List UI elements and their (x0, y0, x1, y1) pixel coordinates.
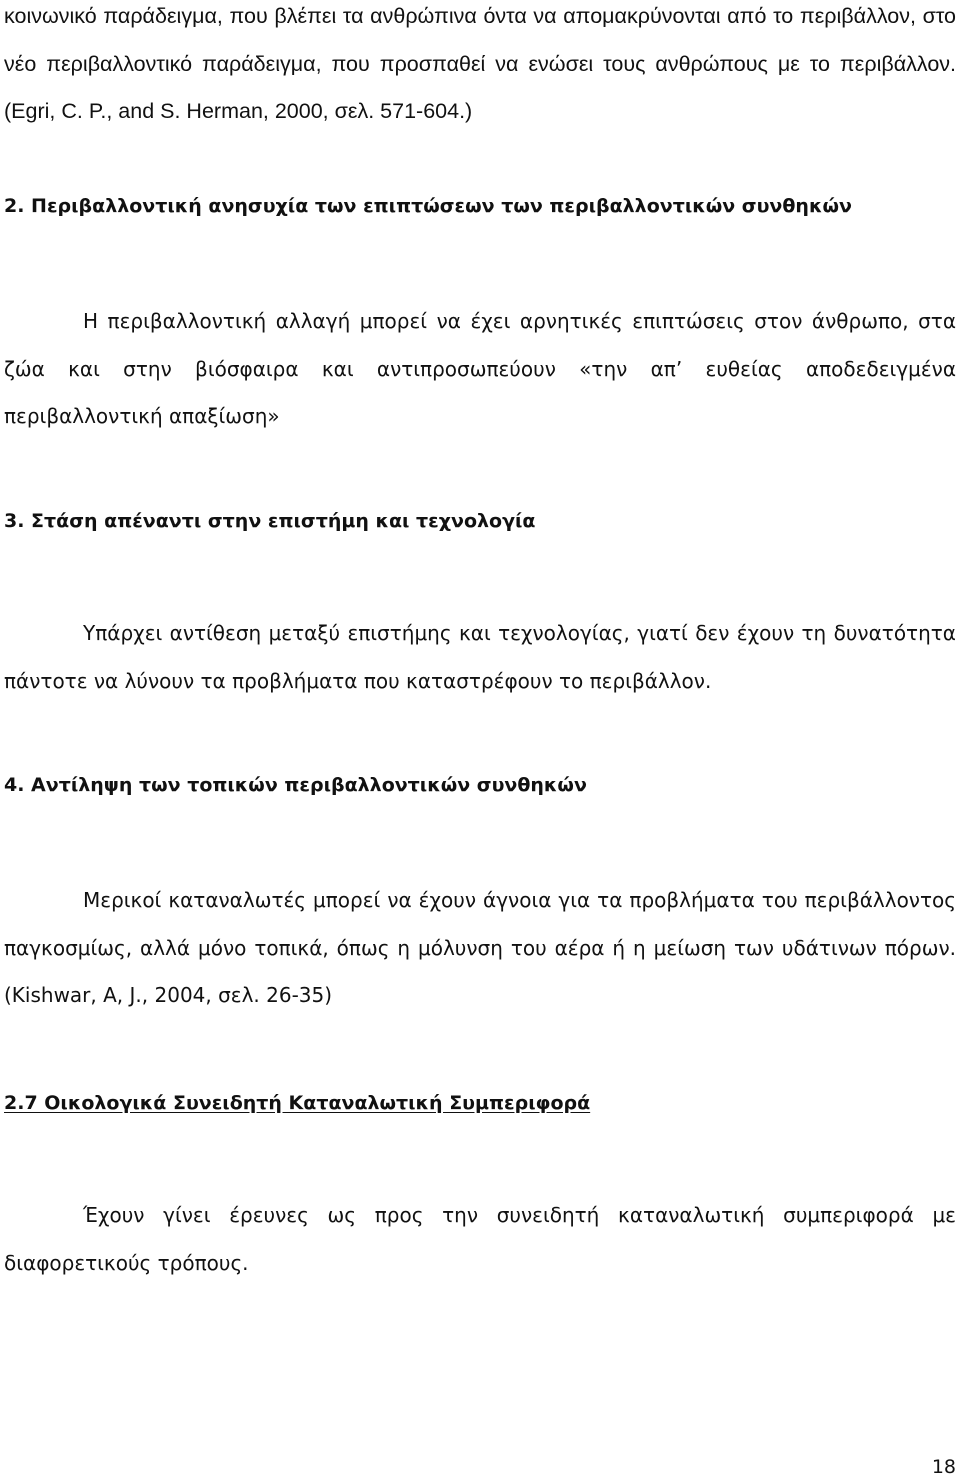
section-heading-local-conditions: 4. Αντίληψη των τοπικών περιβαλλοντικών συνθηκών (4, 774, 587, 796)
section-paragraph-ecological-consumer-behavior: Έχουν γίνει έρευνες ως προς την συνειδητή καταναλωτική συμπεριφορά με διαφορετικούς τρόπους. (4, 1203, 956, 1275)
section-paragraph-local-conditions: Μερικοί καταναλωτές μπορεί να έχουν άγνοια για τα προβλήματα του περιβάλλοντος παγκοσμίως, αλλά μόνο τοπικά, όπως η μόλυνση του αέρα ή η μείωση των υδάτινων πόρων. (Kishwar, A, J., 2004, σελ. 26-35) (4, 888, 956, 1007)
section-heading-science-technology: 3. Στάση απέναντι στην επιστήμη και τεχνολογία (4, 510, 536, 532)
section-heading-environmental-concern: 2. Περιβαλλοντική ανησυχία των επιπτώσεων των περιβαλλοντικών συνθηκών (4, 195, 852, 217)
section-heading-ecological-consumer-behavior: 2.7 Οικολογικά Συνειδητή Καταναλωτική Συμπεριφορά (4, 1092, 591, 1114)
page-number: 18 (931, 1456, 956, 1478)
intro-paragraph: κοινωνικό παράδειγμα, που βλέπει τα ανθρώπινα όντα να απομακρύνονται από το περιβάλλον, στο νέο περιβαλλοντικό παράδειγμα, που προσπαθεί να ενώσει τους ανθρώπους με το περιβάλλον. (Egri, C. P., and S. Herman, 2000, σελ. 571-604.) (4, 4, 956, 123)
section-paragraph-science-technology: Υπάρχει αντίθεση μεταξύ επιστήμης και τεχνολογίας, γιατί δεν έχουν τη δυνατότητα πάντοτε να λύνουν τα προβλήματα που καταστρέφουν το περιβάλλον. (4, 621, 956, 693)
section-paragraph-environmental-concern: Η περιβαλλοντική αλλαγή μπορεί να έχει αρνητικές επιπτώσεις στον άνθρωπο, στα ζώα και στην βιόσφαιρα και αντιπροσωπεύουν «την απ’ ευθείας αποδεδειγμένα περιβαλλοντική απαξίωση» (4, 309, 956, 428)
